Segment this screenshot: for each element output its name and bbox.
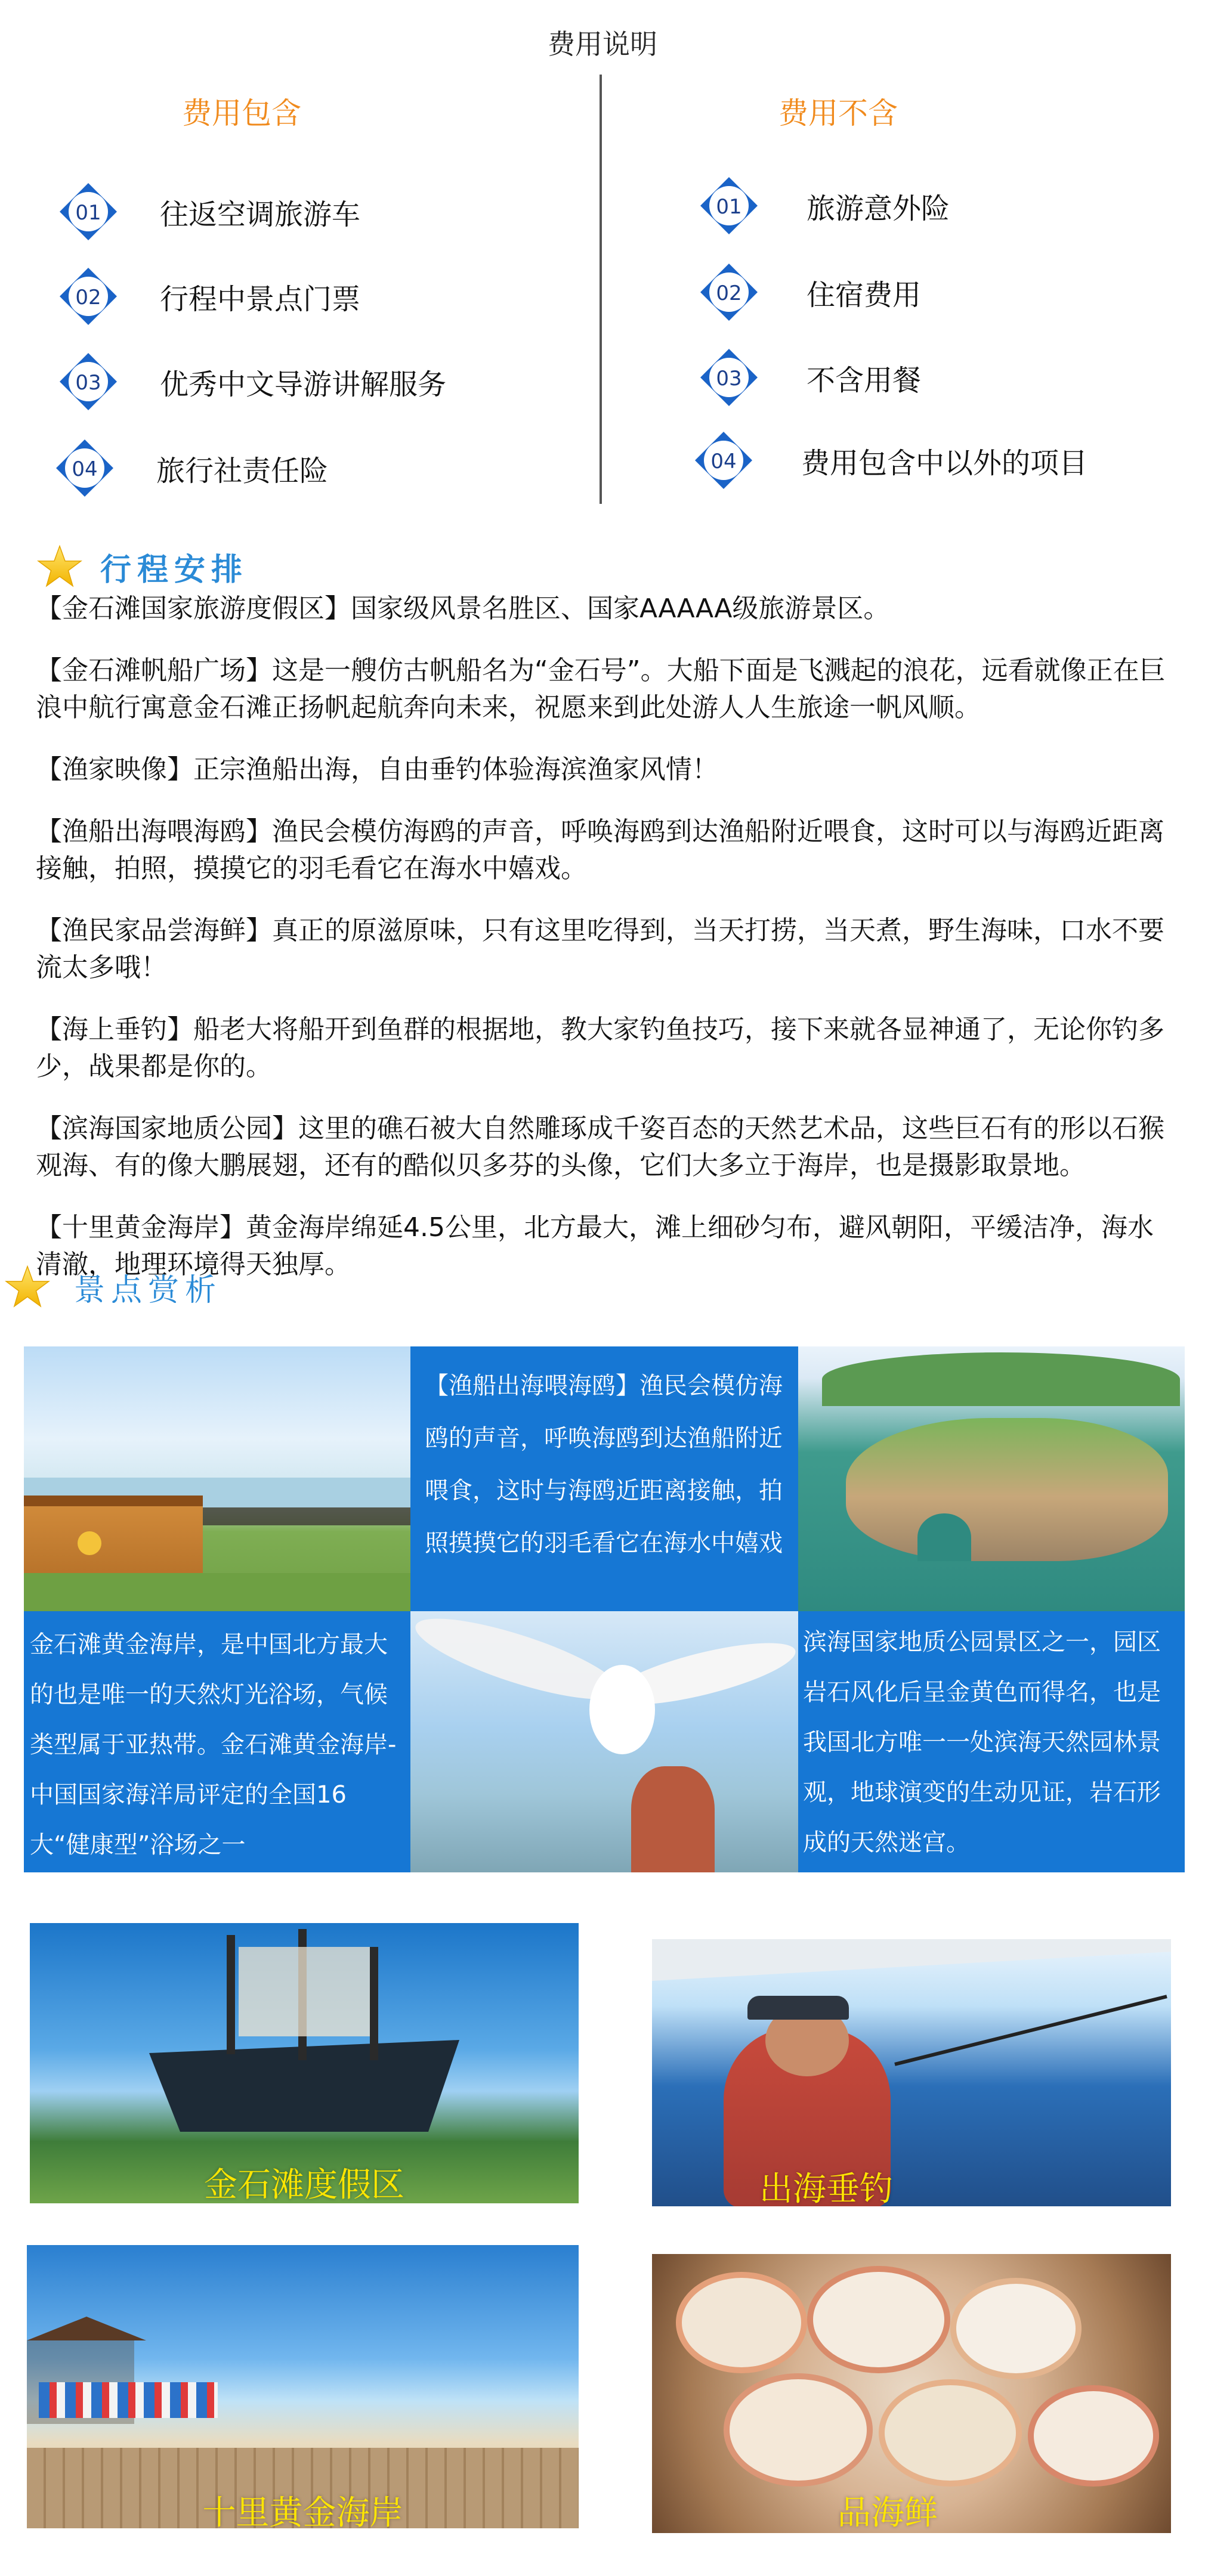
number-badge-icon (58, 352, 118, 411)
golden-beach-caption: 十里黄金海岸 (202, 2494, 403, 2528)
itinerary-paragraph: 【渔家映像】正宗渔船出海，自由垂钓体验海滨渔家风情！ (36, 754, 718, 785)
number-badge-icon (58, 182, 118, 242)
seafood-caption: 品海鲜 (838, 2494, 938, 2532)
number-badge-icon (694, 431, 753, 490)
badge-number: 01 (75, 201, 101, 225)
number-badge-icon (58, 267, 118, 326)
excluded-item (699, 262, 921, 322)
golden-beach-photo (27, 2245, 579, 2528)
fishing-photo (652, 1939, 1171, 2206)
excluded-item-label: 住宿费用 (807, 278, 922, 312)
itinerary-title: 行程安排 (100, 552, 249, 588)
excluded-item (699, 176, 950, 236)
included-item (58, 352, 446, 411)
beach-description: 金石滩黄金海岸，是中国北方最大的也是唯一的天然灯光浴场，气候类型属于亚热带。金石滩黄金海岸-中国国家海洋局评定的全国16大“健康型”浴场之一 (24, 1611, 410, 1872)
included-title: 费用包含 (182, 96, 301, 131)
badge-number: 01 (716, 195, 742, 219)
itinerary-paragraph: 【十里黄金海岸】黄金海岸绵延4.5公里，北方最大，滩上细砂匀布，避风朝阳，平缓洁净，海水清澈，地理环境得天独厚。 (36, 1212, 1154, 1280)
excluded-item (694, 431, 1087, 490)
itinerary-paragraph: 【渔民家品尝海鲜】真正的原滋原味，只有这里吃得到，当天打捞，当天煮，野生海味，口水不要流太多哦！ (36, 915, 1164, 983)
number-badge-icon (55, 438, 115, 498)
number-badge-icon (699, 262, 759, 322)
badge-number: 02 (716, 281, 742, 305)
itinerary-header (37, 544, 248, 589)
itinerary-paragraph: 【海上垂钓】船老大将船开到鱼群的根据地，教大家钓鱼技巧，接下来就各显神通了，无论你钓多少，战果都是你的。 (36, 1014, 1164, 1082)
itinerary-paragraph: 【金石滩帆船广场】这是一艘仿古帆船名为“金石号”。大船下面是飞溅起的浪花，远看就像正在巨浪中航行寓意金石滩正扬帆起航奔向未来，祝愿来到此处游人人生旅途一帆风顺。 (36, 655, 1166, 723)
badge-number: 04 (72, 457, 98, 481)
included-item-label: 优秀中文导游讲解服务 (160, 367, 447, 401)
seagull-photo (410, 1611, 798, 1872)
included-item (58, 267, 360, 326)
itinerary-paragraph: 【渔船出海喂海鸥】渔民会模仿海鸥的声音，呼唤海鸥到达渔船附近喂食，这时可以与海鸥近距离接触，拍照，摸摸它的羽毛看它在海水中嬉戏。 (36, 816, 1164, 884)
itinerary-paragraph: 【滨海国家地质公园】这里的礁石被大自然雕琢成千姿百态的天然艺术品，这些巨石有的形以石猴观海、有的像大鹏展翅，还有的酷似贝多芬的头像，它们大多立于海岸，也是摄影取景地。 (36, 1113, 1164, 1181)
scenic-title: 景点赏析 (74, 1272, 223, 1308)
scenic-header (5, 1264, 222, 1309)
number-badge-icon (699, 176, 759, 236)
resort-caption: 金石滩度假区 (204, 2166, 404, 2203)
excluded-item (699, 348, 921, 407)
included-item-label: 旅行社责任险 (156, 454, 329, 488)
excluded-item-label: 费用包含中以外的项目 (801, 446, 1088, 480)
geopark-description: 滨海国家地质公园景区之一，园区岩石风化后呈金黄色而得名，也是我国北方唯一一处滨海天然园林景观，地球演变的生动见证，岩石形成的天然迷宫。 (798, 1611, 1185, 1872)
fishing-caption: 出海垂钓 (759, 2170, 893, 2206)
fee-section-title: 费用说明 (548, 28, 657, 60)
seafood-photo (652, 2254, 1171, 2533)
itinerary-paragraph: 【金石滩国家旅游度假区】国家级风景名胜区、国家AAAAA级旅游景区。 (36, 593, 890, 624)
excluded-item-label: 不含用餐 (807, 363, 922, 397)
badge-number: 03 (716, 367, 742, 391)
star-icon (5, 1264, 50, 1309)
star-icon (37, 544, 82, 589)
seagull-description: 【渔船出海喂海鸥】渔民会模仿海鸥的声音，呼唤海鸥到达渔船附近喂食，这时与海鸥近距离接触，拍照摸摸它的羽毛看它在海水中嬉戏 (410, 1346, 798, 1611)
included-item-label: 行程中景点门票 (160, 282, 361, 316)
included-item (58, 182, 360, 242)
excluded-title: 费用不含 (778, 96, 898, 131)
included-item (55, 438, 328, 498)
cabin-photo (24, 1346, 410, 1611)
number-badge-icon (699, 348, 759, 407)
excluded-item-label: 旅游意外险 (807, 191, 950, 225)
badge-number: 04 (710, 450, 737, 473)
fee-divider (600, 75, 602, 504)
coast-rocks-photo (798, 1346, 1185, 1611)
badge-number: 02 (75, 286, 101, 309)
badge-number: 03 (75, 371, 101, 395)
itinerary-body (36, 590, 1175, 1308)
included-item-label: 往返空调旅游车 (160, 197, 361, 231)
resort-photo (30, 1923, 579, 2203)
